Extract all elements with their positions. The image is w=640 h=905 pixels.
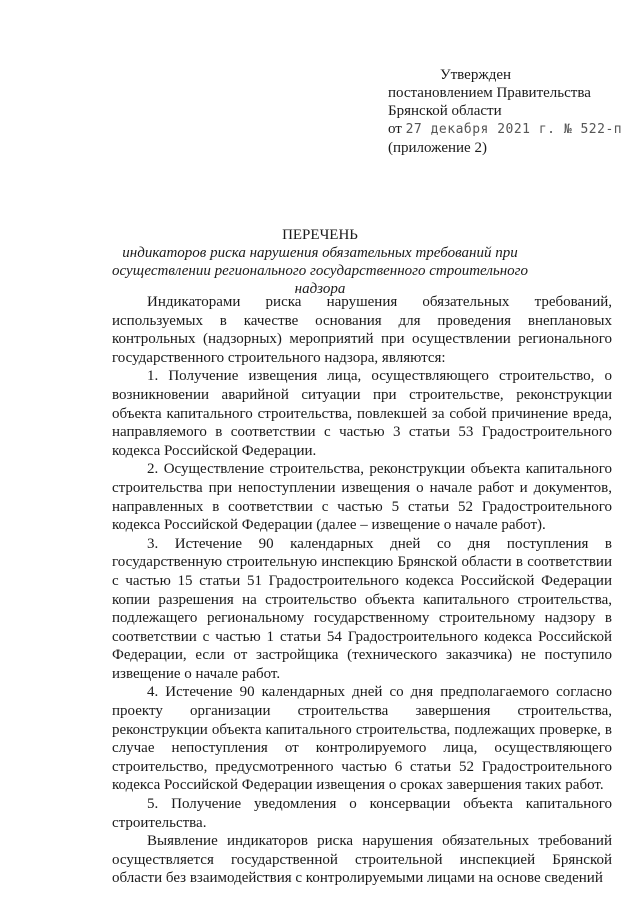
document-title: ПЕРЕЧЕНЬ bbox=[282, 227, 358, 243]
paragraph-item-1: 1. Получение извещения лица, осуществляющего строительство, о возникновении аварийной ситуации при строительстве, реконструкции объекта капитального строительства, повлекшей за собой причинение вреда, направляемого в соответствии с частью 3 статьи 53 Градостроительного кодекса Российской Федерации. bbox=[112, 368, 612, 459]
paragraph-intro: Индикаторами риска нарушения обязательных требований, используемых в качестве основания для проведения внеплановых контрольных (надзорных) мероприятий при осуществлении регионального государственного строительного надзора, являются: bbox=[112, 294, 612, 366]
approval-block bbox=[388, 66, 638, 157]
approval-date-stamp: 27 декабря 2021 г. № 522-п bbox=[405, 122, 623, 137]
document-body bbox=[112, 293, 612, 888]
approval-line-approved: Утвержден bbox=[440, 67, 512, 83]
paragraph-item-2: 2. Осуществление строительства, реконструкции объекта капитального строительства при непоступлении извещения о начале работ и документов, направленных в соответствии с частью 5 статьи 52 Градостроительного кодекса Российской Федерации (далее – извещение о начале работ). bbox=[112, 461, 612, 534]
approval-line-region: Брянской области bbox=[388, 103, 502, 119]
approval-line-appendix: (приложение 2) bbox=[388, 140, 487, 156]
paragraph-item-3: 3. Истечение 90 календарных дней со дня поступления в государственную строительную инспекцию Брянской области в соответствии с частью 15 статьи 51 Градостроительного кодекса Российской Федерации копии разрешения на строительство объекта капитального строительства, подлежащего региональному государственному строительному надзору в соответствии с частью 1 статьи 54 Градостроительного кодекса Российской Федерации, если от застройщика (технического заказчика) не поступило извещение о начале работ. bbox=[112, 535, 612, 682]
paragraph-item-4: 4. Истечение 90 календарных дней со дня предполагаемого согласно проекту организации строительства завершения строительства, реконструкции объекта капитального строительства, подлежащих проверке, в случае непоступления от контролируемого лица, осуществляющего строительство, предусмотренного частью 6 статьи 52 Градостроительного кодекса Российской Федерации извещения о сроках завершения таких работ. bbox=[112, 684, 612, 794]
paragraph-detection: Выявление индикаторов риска нарушения обязательных требований осуществляется государственной строительной инспекцией Брянской области без взаимодействия с контролируемыми лицами на основе сведений bbox=[112, 833, 612, 887]
approval-line-date bbox=[388, 120, 638, 139]
approval-date-prefix: от bbox=[388, 121, 402, 137]
document-heading bbox=[100, 226, 540, 298]
document-subtitle: индикаторов риска нарушения обязательных требований при осуществлении регионального государственного строительного надзора bbox=[111, 245, 528, 297]
approval-line-resolution: постановлением Правительства bbox=[388, 85, 591, 101]
paragraph-item-5: 5. Получение уведомления о консервации объекта капитального строительства. bbox=[112, 796, 612, 831]
